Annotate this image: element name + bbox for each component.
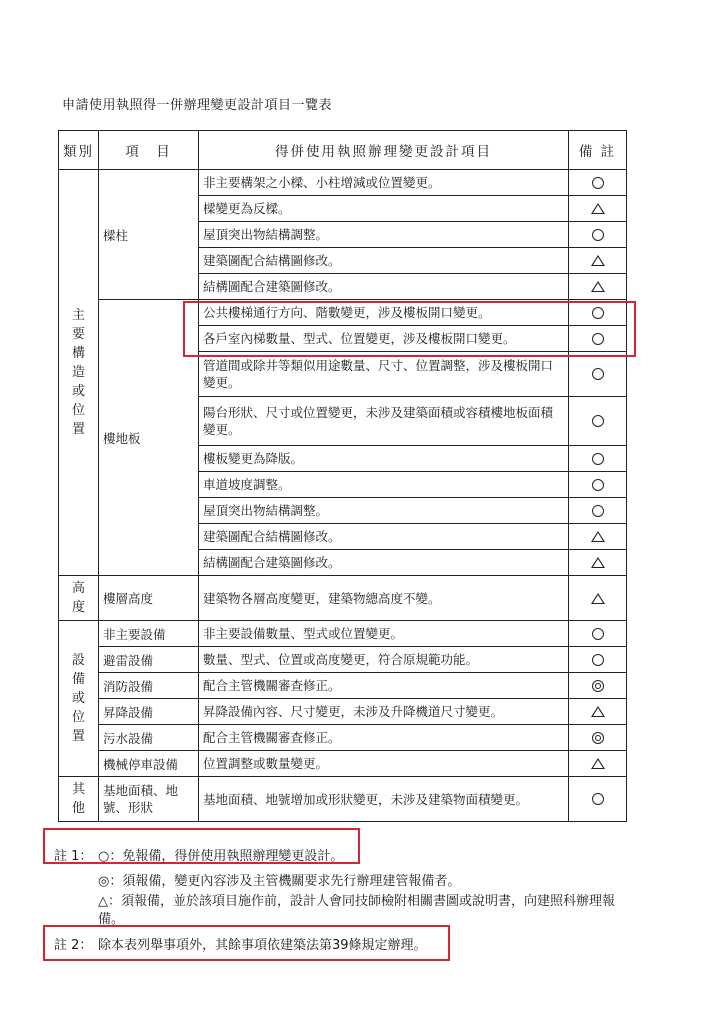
category-label: 主要構造或位置	[71, 308, 85, 437]
circle-icon	[592, 479, 604, 491]
item-sewage: 污水設備	[99, 725, 199, 751]
category-label: 設備或位置	[71, 653, 85, 744]
highlight-box-stairs	[183, 301, 636, 357]
triangle-icon	[591, 255, 605, 266]
header-category: 類別	[59, 131, 99, 170]
table-row	[59, 576, 627, 621]
remark-cell	[569, 550, 627, 576]
row-desc: 非主要設備數量、型式或位置變更。	[199, 621, 569, 647]
remark-cell	[569, 274, 627, 300]
remark-cell	[569, 751, 627, 777]
note1-double-circle: ◎：須報備，變更內容涉及主管機關要求先行辦理建管報備者。	[98, 874, 461, 889]
table-row	[59, 673, 627, 699]
remark-cell	[569, 621, 627, 647]
item-parking: 機械停車設備	[99, 751, 199, 777]
triangle-icon	[591, 281, 605, 292]
row-desc: 管道間或除井等類似用途數量、尺寸、位置調整，涉及樓板開口變更。	[199, 352, 569, 397]
item-floor-slab: 樓地板	[99, 300, 199, 576]
category-label: 高度	[71, 581, 85, 615]
remark-cell	[569, 248, 627, 274]
remark-cell	[569, 673, 627, 699]
change-items-table	[58, 130, 627, 822]
item-lightning: 避雷設備	[99, 647, 199, 673]
circle-icon	[592, 177, 604, 189]
remark-cell	[569, 352, 627, 397]
table-row	[59, 699, 627, 725]
category-height	[59, 576, 99, 621]
row-desc: 陽台形狀、尺寸或位置變更，未涉及建築面積或容積樓地板面積變更。	[199, 397, 569, 446]
header-remark: 備 註	[569, 131, 627, 170]
table-row	[59, 621, 627, 647]
item-beam-column: 樑柱	[99, 170, 199, 300]
header-item: 項 目	[99, 131, 199, 170]
remark-cell	[569, 196, 627, 222]
table-row	[59, 170, 627, 196]
circle-icon	[592, 368, 604, 380]
table-row	[59, 647, 627, 673]
note1-circle: ○：免報備，得併使用執照辦理變更設計。	[98, 849, 344, 864]
circle-icon	[592, 415, 604, 427]
note1-label: 註 1：	[54, 849, 93, 864]
note2-text: 除本表列舉事項外，其餘事項依建築法第39條規定辦理。	[98, 938, 427, 953]
row-desc: 昇降設備內容、尺寸變更，未涉及升降機道尺寸變更。	[199, 699, 569, 725]
double-circle-icon	[592, 732, 604, 744]
row-desc: 屋頂突出物結構調整。	[199, 498, 569, 524]
remark-cell	[569, 524, 627, 550]
item-floor-height: 樓層高度	[99, 576, 199, 621]
row-desc: 屋頂突出物結構調整。	[199, 222, 569, 248]
note2-label: 註 2：	[54, 938, 93, 953]
row-desc: 配合主管機關審查修正。	[199, 725, 569, 751]
row-desc: 樓板變更為降版。	[199, 446, 569, 472]
category-label: 其他	[71, 782, 85, 816]
remark-cell	[569, 498, 627, 524]
row-desc: 車道坡度調整。	[199, 472, 569, 498]
circle-icon	[592, 654, 604, 666]
triangle-icon	[591, 557, 605, 568]
item-elevator: 昇降設備	[99, 699, 199, 725]
row-desc: 基地面積、地號增加或形狀變更，未涉及建築物面積變更。	[199, 777, 569, 822]
remark-cell	[569, 647, 627, 673]
item-base-area: 基地面積、地號、形狀	[99, 777, 199, 822]
row-desc: 數量、型式、位置或高度變更，符合原規範功能。	[199, 647, 569, 673]
row-desc: 公共樓梯通行方向、階數變更，涉及樓板開口變更。	[199, 300, 569, 326]
remark-cell	[569, 576, 627, 621]
row-desc: 建築圖配合結構圖修改。	[199, 248, 569, 274]
remark-cell	[569, 170, 627, 196]
table-row	[59, 725, 627, 751]
item-fire: 消防設備	[99, 673, 199, 699]
circle-icon	[592, 505, 604, 517]
row-desc: 建築圖配合結構圖修改。	[199, 524, 569, 550]
circle-icon	[592, 229, 604, 241]
double-circle-icon	[592, 680, 604, 692]
circle-icon	[592, 793, 604, 805]
triangle-icon	[591, 531, 605, 542]
table-row	[59, 751, 627, 777]
table-header-row	[59, 131, 627, 170]
remark-cell	[569, 777, 627, 822]
row-desc: 位置調整或數量變更。	[199, 751, 569, 777]
circle-icon	[592, 628, 604, 640]
row-desc: 結構圖配合建築圖修改。	[199, 274, 569, 300]
triangle-icon	[591, 593, 605, 604]
category-main-structure	[59, 170, 99, 576]
row-desc: 各戶室內梯數量、型式、位置變更，涉及樓板開口變更。	[199, 326, 569, 352]
document-title: 申請使用執照得一併辦理變更設計項目一覽表	[62, 98, 333, 113]
circle-icon	[592, 453, 604, 465]
header-description: 得併使用執照辦理變更設計項目	[199, 131, 569, 170]
row-desc: 建築物各層高度變更，建築物總高度不變。	[199, 576, 569, 621]
remark-cell	[569, 222, 627, 248]
remark-cell	[569, 699, 627, 725]
category-other	[59, 777, 99, 822]
note1-triangle: △：須報備，並於該項目施作前，設計人會同技師檢附相關書圖或說明書，向建照科辦理報備。	[98, 894, 615, 927]
item-non-main-equipment: 非主要設備	[99, 621, 199, 647]
table-row	[59, 777, 627, 822]
remark-cell	[569, 725, 627, 751]
triangle-icon	[591, 758, 605, 769]
row-desc: 配合主管機關審查修正。	[199, 673, 569, 699]
row-desc: 結構圖配合建築圖修改。	[199, 550, 569, 576]
remark-cell	[569, 446, 627, 472]
remark-cell	[569, 472, 627, 498]
category-equipment	[59, 621, 99, 777]
remark-cell	[569, 397, 627, 446]
row-desc: 樑變更為反樑。	[199, 196, 569, 222]
triangle-icon	[591, 203, 605, 214]
triangle-icon	[591, 706, 605, 717]
row-desc: 非主要構架之小樑、小柱增減或位置變更。	[199, 170, 569, 196]
